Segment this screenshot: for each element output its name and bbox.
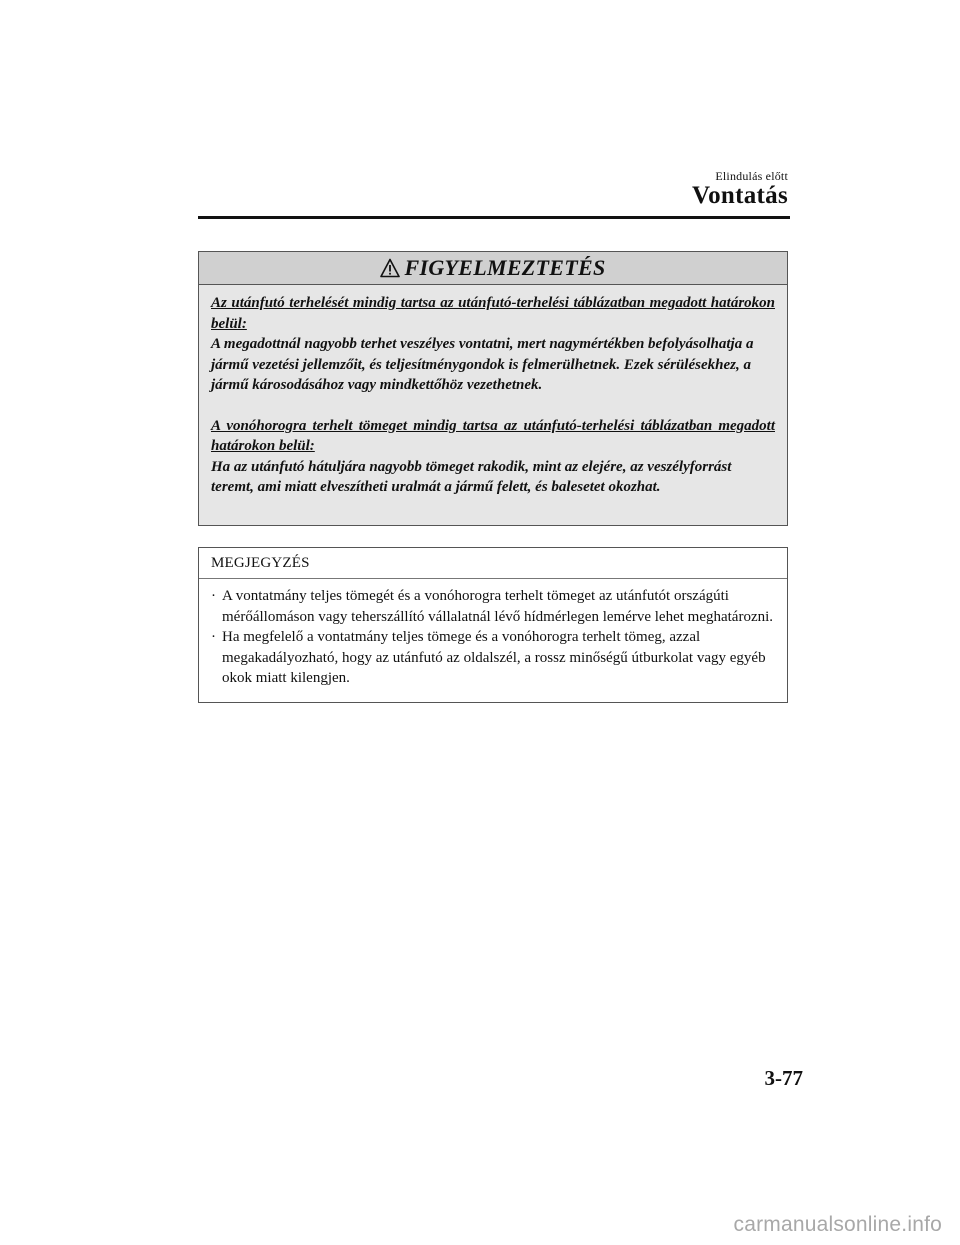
bullet-icon: · xyxy=(211,629,216,645)
note-item xyxy=(211,627,775,689)
section-subtitle: Elindulás előtt xyxy=(715,169,788,183)
note-item-text: Ha megfelelő a vontatmány teljes tömege és a vonóhorogra terhelt tömeg, azzal megakadályozható, hogy az utánfutó az oldalszél, a rossz minőségű útburkolat vagy egyéb okok miatt kilengjen. xyxy=(222,629,766,686)
watermark: carmanualsonline.info xyxy=(733,1213,942,1236)
note-box xyxy=(198,547,788,703)
note-list xyxy=(199,579,787,689)
warning-title: FIGYELMEZTETÉS xyxy=(404,255,606,280)
warning-header xyxy=(199,252,787,285)
warning-body xyxy=(199,285,787,498)
note-title: MEGJEGYZÉS xyxy=(199,548,787,579)
note-item-text: A vontatmány teljes tömegét és a vonóhorogra terhelt tömeget az utánfutót országúti mérőállomáson vagy teherszállító vállalatnál lévő hídmérlegen lemérve lehet meghatározni. xyxy=(222,588,774,625)
warning-text-tongue-load: Ha az utánfutó hátuljára nagyobb tömeget rakodik, mint az elejére, az veszélyforrást teremt, ami miatt elveszítheti uralmát a jármű felett, és balesetet okozhat. xyxy=(211,458,732,495)
page-number: 3-77 xyxy=(764,1066,803,1090)
section-title: Vontatás xyxy=(692,182,788,209)
warning-heading-trailer-load: Az utánfutó terhelését mindig tartsa az utánfutó-terhelési táblázatban megadott határokon belül: xyxy=(211,295,775,332)
warning-triangle-icon xyxy=(380,258,400,278)
header-divider xyxy=(198,216,790,219)
note-item xyxy=(211,586,775,627)
warning-heading-tongue-load: A vonóhorogra terhelt tömeget mindig tartsa az utánfutó-terhelési táblázatban megadott határokon belül: xyxy=(211,417,775,454)
bullet-icon: · xyxy=(211,588,216,604)
warning-box xyxy=(198,251,788,526)
warning-text-trailer-load: A megadottnál nagyobb terhet veszélyes vontatni, mert nagymértékben befolyásolhatja a jármű vezetési jellemzőit, és teljesítménygondok is felmerülhetnek. Ezek sérülésekhez, a jármű károsodásához vagy mindkettőhöz vezethetnek. xyxy=(211,336,754,393)
